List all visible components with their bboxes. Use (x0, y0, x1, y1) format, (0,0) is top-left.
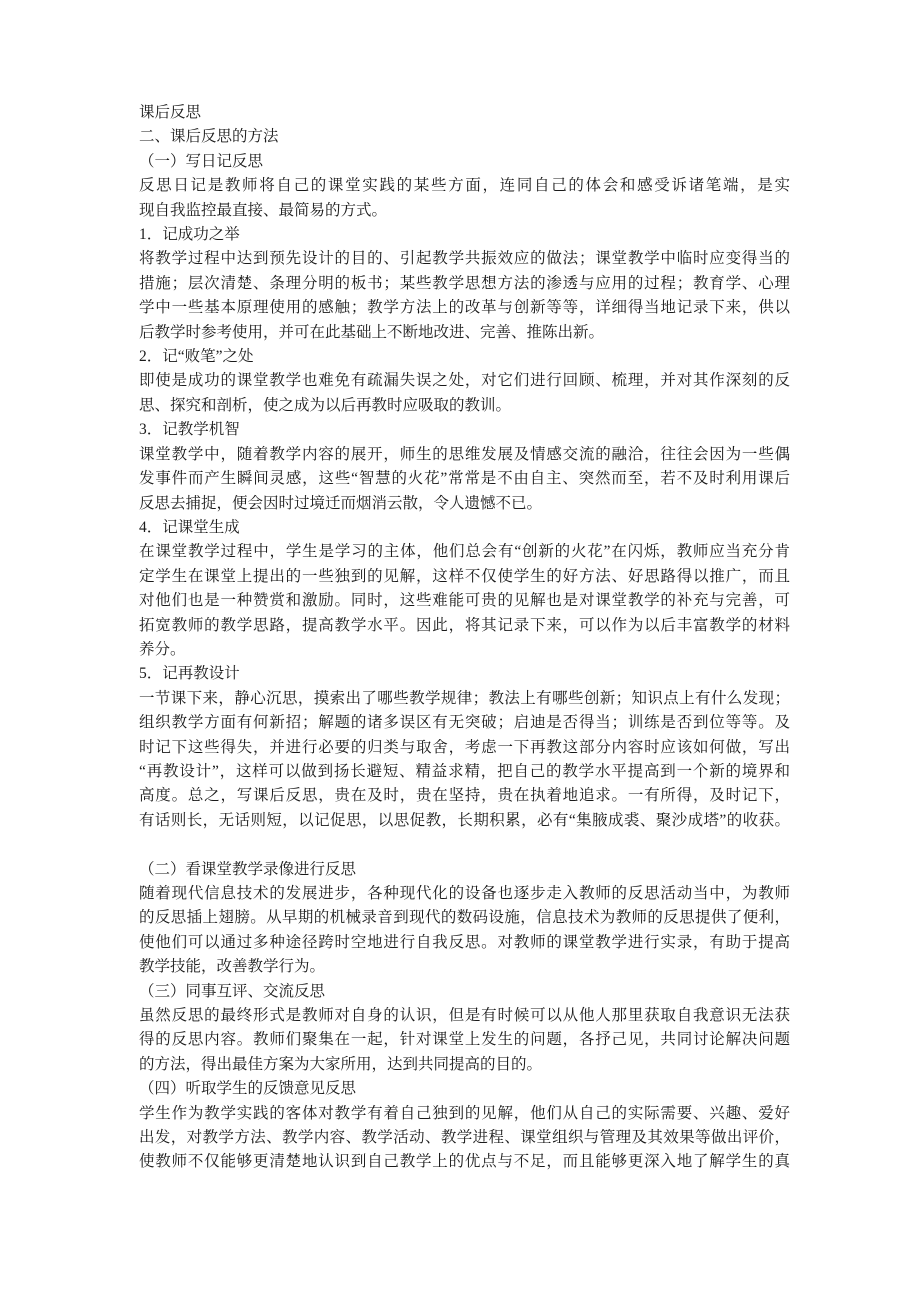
text-line: 后教学时参考使用，并可在此基础上不断地改进、完善、推陈出新。 (139, 323, 605, 341)
text-line: 二、课后反思的方法 (139, 128, 279, 146)
text-line: 课堂教学中，随着教学内容的展开，师生的思维发展及情感交流的融洽，往往会因为一些偶 (139, 445, 790, 463)
text-line: （四）听取学生的反馈意见反思 (139, 1080, 357, 1098)
text-line: 对他们也是一种赞赏和激励。同时，这些难能可贵的见解也是对课堂教学的补充与完善，可 (139, 592, 790, 610)
text-line: 组织教学方面有何新招；解题的诸多误区有无突破；启迪是否得当；训练是否到位等等。及 (139, 714, 790, 732)
text-line: 1．记成功之举 (139, 226, 240, 244)
text-line: 发事件而产生瞬间灵感，这些“智慧的火花”常常是不由自主、突然而至，若不及时利用课后 (139, 470, 790, 488)
text-line: （一）写日记反思 (139, 152, 264, 170)
text-line: 思、探究和剖析，使之成为以后再教时应吸取的教训。 (139, 396, 512, 414)
text-line: 有话则长，无话则短，以记促思，以思促教，长期积累，必有“集腋成裘、聚沙成塔”的收获。 (139, 811, 790, 829)
text-line: 反思去捕捉，便会因时过境迁而烟消云散，令人遗憾不已。 (139, 494, 543, 512)
text-line: （二）看课堂教学录像进行反思 (139, 860, 357, 878)
text-line: “再教设计”，这样可以做到扬长避短、精益求精，把自己的教学水平提高到一个新的境界和 (139, 762, 790, 780)
text-line: 虽然反思的最终形式是教师对自身的认识，但是有时候可以从他人那里获取自我意识无法获 (139, 1007, 790, 1025)
text-line: 拓宽教师的教学思路，提高教学水平。因此，将其记录下来，可以作为以后丰富教学的材料 (139, 616, 790, 634)
text-line: 课后反思 (139, 104, 202, 121)
text-line: 的方法，得出最佳方案为大家所用，达到共同提高的目的。 (139, 1055, 543, 1073)
text-line: 将教学过程中达到预先设计的目的、引起教学共振效应的做法；课堂教学中临时应变得当的 (139, 250, 790, 268)
text-line: 即使是成功的课堂教学也难免有疏漏失误之处，对它们进行回顾、梳理，并对其作深刻的反 (139, 372, 790, 390)
blank-line (139, 833, 790, 857)
text-line: 反思日记是教师将自己的课堂实践的某些方面，连同自己的体会和感受诉诸笔端，是实 (139, 177, 790, 195)
text-line: 使教师不仅能够更清楚地认识到自己教学上的优点与不足，而且能够更深入地了解学生的真 (139, 1153, 790, 1171)
text-line: 教学技能，改善教学行为。 (139, 958, 326, 976)
text-line: 一节课下来，静心沉思，摸索出了哪些教学规律；教法上有哪些创新；知识点上有什么发现； (139, 689, 790, 707)
text-line: 3．记教学机智 (139, 421, 240, 439)
text-line: 出发，对教学方法、教学内容、教学活动、教学进程、课堂组织与管理及其效果等做出评价， (139, 1129, 790, 1147)
text-line: 4．记课堂生成 (139, 518, 240, 536)
text-line: 现自我监控最直接、最简易的方式。 (139, 201, 388, 219)
text-line: 学生作为教学实践的客体对教学有着自己独到的见解，他们从自己的实际需要、兴趣、爱好 (139, 1104, 790, 1122)
text-line: 学中一些基本原理使用的感触；教学方法上的改革与创新等等，详细得当地记录下来，供以 (139, 299, 790, 317)
text-line: 的反思插上翅膀。从早期的机械录音到现代的数码设施，信息技术为教师的反思提供了便利， (139, 909, 790, 927)
text-line: 时记下这些得失，并进行必要的归类与取舍，考虑一下再教这部分内容时应该如何做，写出 (139, 738, 790, 756)
text-line: 养分。 (139, 640, 186, 658)
text-line: 得的反思内容。教师们聚集在一起，针对课堂上发生的问题，各抒己见，共同讨论解决问题 (139, 1031, 790, 1049)
text-line: 随着现代信息技术的发展进步，各种现代化的设备也逐步走入教师的反思活动当中，为教师 (139, 884, 790, 902)
text-line: 2．记“败笔”之处 (139, 348, 254, 366)
text-line: 使他们可以通过多种途径跨时空地进行自我反思。对教师的课堂教学进行实录，有助于提高 (139, 933, 790, 951)
document-text (139, 101, 790, 1175)
text-line: 在课堂教学过程中，学生是学习的主体，他们总会有“创新的火花”在闪烁，教师应当充分肯 (139, 543, 790, 561)
text-line: 措施；层次清楚、条理分明的板书；某些教学思想方法的渗透与应用的过程；教育学、心理 (139, 274, 790, 292)
text-line: （三）同事互评、交流反思 (139, 982, 326, 1000)
text-line: 定学生在课堂上提出的一些独到的见解，这样不仅使学生的好方法、好思路得以推广，而且 (139, 567, 790, 585)
text-line: 5．记再教设计 (139, 665, 240, 683)
text-line: 高度。总之，写课后反思，贵在及时，贵在坚持，贵在执着地追求。一有所得，及时记下， (139, 787, 790, 805)
